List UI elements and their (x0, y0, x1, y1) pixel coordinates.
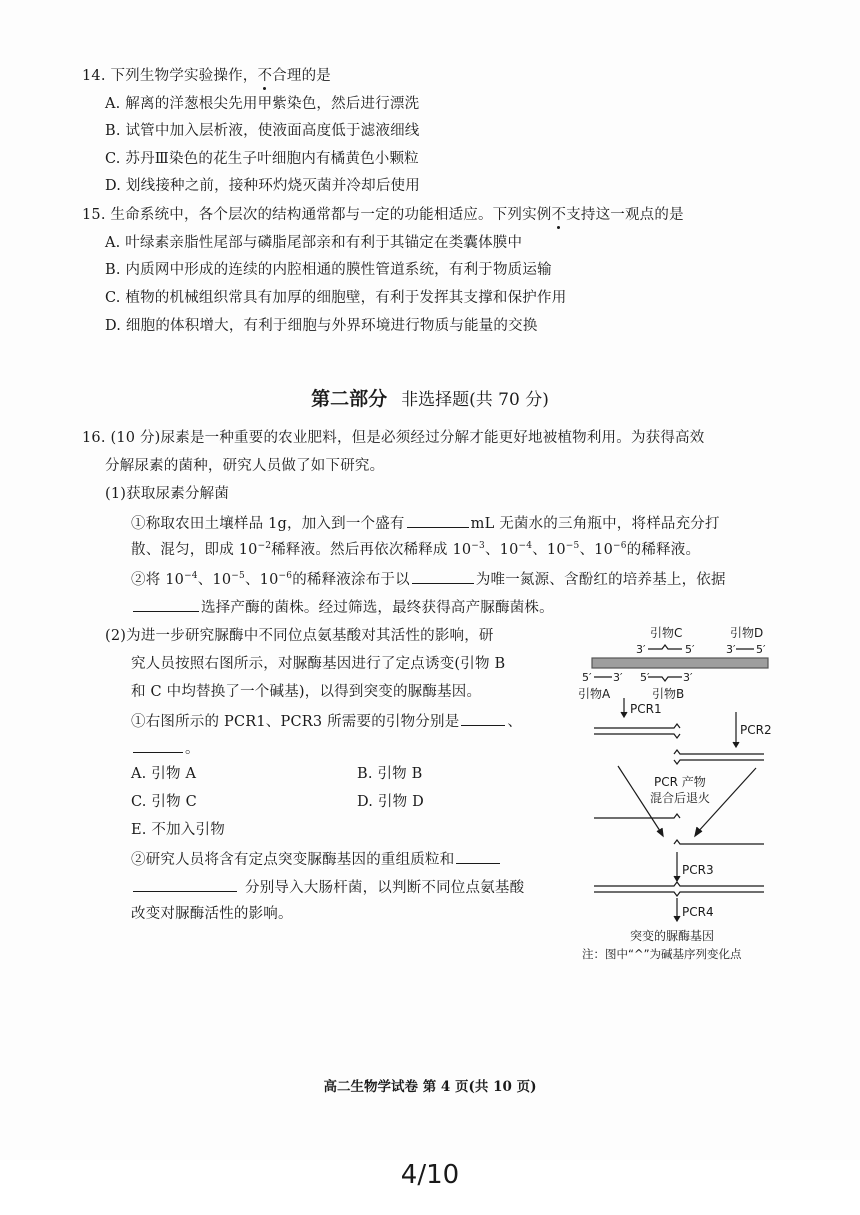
diagram-note: 注：图中“^”为碱基序列变化点 (582, 947, 742, 961)
q16-part2-question2-cont: 分别导入大肠杆菌，以判断不同位点氨基酸 (131, 876, 524, 898)
q16-intro-line1: 16. (10 分)尿素是一种重要的农业肥料，但是必须经过分解才能更好地被植物利用。为获得高效 (82, 430, 705, 446)
q15-option-a: A. 叶绿素亲脂性尾部与磷脂尾部亲和有利于其锚定在类囊体膜中 (105, 235, 523, 251)
answer-blank[interactable] (407, 512, 469, 528)
label-primer-a-5end: 5′ (582, 671, 592, 684)
section-subtitle: 非选择题(共 70 分) (401, 390, 549, 410)
answer-blank[interactable] (133, 876, 237, 892)
label-primer-a-3end: 3′ (613, 671, 623, 684)
label-primer-b: 引物B (652, 687, 685, 701)
answer-blank[interactable] (412, 568, 474, 584)
q14-option-d: D. 划线接种之前，接种环灼烧灭菌并冷却后使用 (105, 178, 420, 194)
pcr3-product (594, 882, 764, 886)
choice-a: A. 引物 A (131, 766, 197, 782)
q16-part1-title: (1)获取尿素分解菌 (105, 486, 230, 502)
annealed-strand-bottom (674, 840, 764, 844)
q14-option-b: B. 试管中加入层析液，使液面高度低于滤液细线 (105, 123, 420, 139)
label-mutant-gene: 突变的脲酶基因 (630, 929, 715, 943)
choice-c: C. 引物 C (131, 794, 197, 810)
label-anneal: 混合后退火 (650, 791, 711, 805)
q15-option-d: D. 细胞的体积增大，有利于细胞与外界环境进行物质与能量的交换 (105, 318, 538, 334)
label-primer-d-3end: 3′ (726, 643, 736, 656)
q16-part2-line1: (2)为进一步研究脲酶中不同位点氨基酸对其活性的影响，研 (105, 628, 494, 644)
q16-part2-question2: ②研究人员将含有定点突变脲酶基因的重组质粒和 (131, 848, 502, 870)
q16-part1-line4: 选择产酶的菌株。经过筛选，最终获得高产脲酶菌株。 (131, 596, 554, 618)
primer-b-line (648, 677, 682, 681)
q15-option-c: C. 植物的机械组织常具有加厚的细胞壁，有利于发挥其支撑和保护作用 (105, 290, 567, 306)
label-primer-d: 引物D (730, 626, 764, 640)
q14-stem: 14. 下列生物学实验操作，不合理的是 (82, 68, 331, 84)
answer-blank[interactable] (133, 596, 199, 612)
label-primer-b-5end: 5′ (640, 671, 650, 684)
choice-b: B. 引物 B (357, 766, 423, 782)
answer-blank[interactable] (461, 710, 505, 726)
label-pcr-product: PCR 产物 (654, 775, 706, 789)
q14-option-a: A. 解离的洋葱根尖先用甲紫染色，然后进行漂洗 (105, 96, 420, 112)
q16-part2-line2: 究人员按照右图所示，对脲酶基因进行了定点诱变(引物 B (131, 656, 506, 672)
page-footer: 高二生物学试卷 第 4 页(共 10 页) (323, 1079, 537, 1095)
pcr2-product (674, 750, 764, 754)
q16-part2-line3: 和 C 中均替换了一个碱基)，以得到突变的脲酶基因。 (131, 684, 482, 700)
label-primer-d-5end: 5′ (756, 643, 766, 656)
section-heading (0, 384, 860, 411)
q16-part2-question1-cont: 。 (131, 737, 200, 759)
q14-option-c: C. 苏丹Ⅲ染色的花生子叶细胞内有橘黄色小颗粒 (105, 151, 419, 167)
label-pcr1: PCR1 (630, 702, 662, 716)
label-primer-c-5end: 5′ (685, 643, 695, 656)
q16-part1-line1: ①称取农田土壤样品 1g，加入到一个盛有 mL 无菌水的三角瓶中，将样品充分打 (131, 512, 720, 534)
label-primer-c: 引物C (650, 626, 683, 640)
q16-part2-question2-end: 改变对脲酶活性的影响。 (131, 906, 293, 922)
pcr-mutagenesis-diagram (570, 618, 800, 968)
choice-e: E. 不加入引物 (131, 822, 225, 838)
answer-blank[interactable] (456, 848, 500, 864)
label-primer-a: 引物A (578, 687, 611, 701)
q16-intro-line2: 分解尿素的菌种，研究人员做了如下研究。 (105, 458, 385, 474)
label-primer-b-3end: 3′ (683, 671, 693, 684)
choice-d: D. 引物 D (357, 794, 424, 810)
pcr1-product (594, 724, 680, 728)
q16-part1-line2: 散、混匀，即成 $10^{-2}$稀释液。然后再依次稀释成 $10^{-3}$、$10^{-4}$、$10^{-5}$、$10^{-6}$的稀释液。 (131, 541, 701, 558)
primer-c-line (648, 645, 682, 649)
emphasis-dot: 不 (551, 207, 567, 223)
q16-part1-line3: ②将 $10^{-4}$、$10^{-5}$、$10^{-6}$的稀释液涂布于以 为唯一氮源、含酚红的培养基上，依据 (131, 568, 726, 590)
page-indicator: 4/10 (400, 1160, 460, 1190)
label-pcr4: PCR4 (682, 905, 714, 919)
answer-blank[interactable] (133, 737, 183, 753)
label-pcr3: PCR3 (682, 863, 714, 877)
emphasis-dot: 不 (257, 68, 273, 84)
q15-stem: 15. 生命系统中，各个层次的结构通常都与一定的功能相适应。下列实例不支持这一观点的是 (82, 207, 684, 223)
annealed-strand-top (594, 814, 680, 818)
q15-option-b: B. 内质网中形成的连续的内腔相通的膜性管道系统，有利于物质运输 (105, 262, 552, 278)
section-title: 第二部分 (311, 388, 388, 410)
template-dna-bar (592, 658, 768, 668)
q16-part2-question1: ①右图所示的 PCR1、PCR3 所需要的引物分别是 、 (131, 710, 522, 732)
label-pcr2: PCR2 (740, 723, 772, 737)
label-primer-c-3end: 3′ (636, 643, 646, 656)
